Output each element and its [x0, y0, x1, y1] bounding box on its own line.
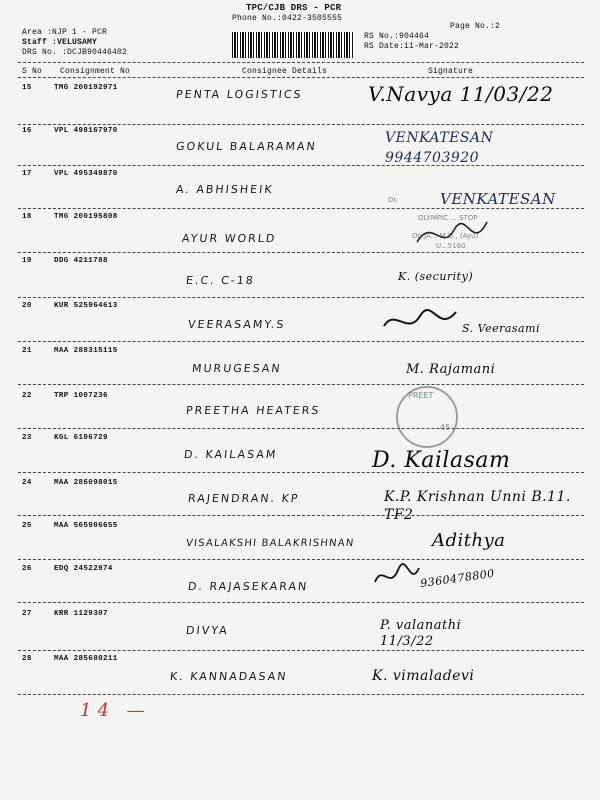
- row-divider: [18, 650, 584, 651]
- row-consignment: MAA 565906655: [54, 522, 118, 530]
- row-consignment: DDG 4211788: [54, 257, 108, 265]
- row-consignment: VPL 498167970: [54, 127, 118, 135]
- preetha-stamp-side: 45: [440, 423, 451, 432]
- row-divider: [18, 208, 584, 209]
- row-consignee: PENTA LOGISTICS: [175, 88, 304, 101]
- row-signature: M. Rajamani: [406, 362, 496, 377]
- row-signature: K. vimaladevi: [372, 668, 475, 684]
- row-signature: D. Kailasam: [372, 448, 511, 473]
- row-sno: 20: [22, 302, 32, 310]
- doctor-stamp-line2: OLYMPIC ... STOP: [418, 214, 478, 222]
- row-consignment: MAA 288315115: [54, 347, 118, 355]
- report-title: TPC/CJB DRS - PCR: [246, 3, 342, 13]
- phone-number: Phone No.:0422-3505555: [232, 14, 343, 23]
- row-divider: [18, 559, 584, 560]
- row-signature: V.Navya 11/03/22: [368, 82, 554, 106]
- row-consignment: VPL 495349870: [54, 170, 118, 178]
- row-signature: P. valanathi 11/3/22: [380, 618, 462, 649]
- signature-scribble: [380, 304, 460, 340]
- row-consignee: D. KAILASAM: [183, 448, 279, 461]
- row-consignment: TMG 200192971: [54, 84, 118, 92]
- staff-label: Staff :VELUSAMY: [22, 38, 98, 47]
- row-sno: 26: [22, 565, 32, 573]
- row-sno: 17: [22, 170, 32, 178]
- handwritten-page-mark: 14 —: [80, 700, 151, 721]
- row-consignee: K. KANNADASAN: [169, 670, 289, 683]
- rs-number: RS No.:904464: [364, 32, 430, 41]
- rs-date: RS Date:11-Mar-2022: [364, 42, 460, 51]
- row-divider: [18, 515, 584, 516]
- row-consignee: GOKUL BALARAMAN: [175, 140, 318, 153]
- row-consignment: KUR 525964613: [54, 302, 118, 310]
- row-signature: S. Veerasami: [462, 322, 541, 335]
- row-signature: Adithya: [432, 530, 506, 551]
- column-consignee: Consignee Details: [242, 67, 328, 76]
- row-consignee: VEERASAMY.S: [187, 318, 287, 331]
- area-label: Area :NJP 1 - PCR: [22, 28, 108, 37]
- row-sno: 19: [22, 257, 32, 265]
- row-sno: 18: [22, 213, 32, 221]
- doctor-stamp-line4: U...5160: [436, 242, 466, 250]
- row-divider: [18, 384, 584, 385]
- row-consignment: KGL 6106729: [54, 434, 108, 442]
- barcode: [232, 32, 354, 58]
- page-number: Page No.:2: [450, 22, 501, 31]
- column-sno: S No: [22, 67, 43, 76]
- row-sno: 16: [22, 127, 32, 135]
- row-consignee: VISALAKSHI BALAKRISHNAN: [185, 538, 356, 549]
- column-signature: Signature: [428, 67, 474, 76]
- row-signature: 9360478800: [419, 566, 496, 591]
- row-divider: [18, 124, 584, 125]
- row-divider: [18, 252, 584, 253]
- row-consignee: AYUR WORLD: [181, 232, 278, 245]
- row-sno: 22: [22, 392, 32, 400]
- row-divider: [18, 341, 584, 342]
- header-divider: [18, 62, 584, 63]
- row-consignee: MURUGESAN: [191, 362, 283, 375]
- drs-number: DRS No. :DCJB90446402: [22, 48, 128, 57]
- row-sno: 25: [22, 522, 32, 530]
- signature-scribble: [412, 212, 492, 256]
- row-divider: [18, 297, 584, 298]
- preetha-stamp-top: PREET: [408, 391, 434, 400]
- row-consignee: E.C. C-18: [185, 274, 256, 287]
- row-sno: 24: [22, 479, 32, 487]
- column-divider: [18, 77, 584, 78]
- row-sno: 15: [22, 84, 32, 92]
- doctor-stamp-line3: Dr. JA... M.D., (Ayu): [412, 232, 479, 240]
- row-signature: VENKATESAN: [440, 190, 556, 208]
- row-divider: [18, 602, 584, 603]
- row-consignment: TMG 200195808: [54, 213, 118, 221]
- row-sno: 27: [22, 610, 32, 618]
- row-divider: [18, 165, 584, 166]
- signature-scribble: [372, 562, 422, 592]
- row-sno: 23: [22, 434, 32, 442]
- row-divider: [18, 472, 584, 473]
- row-consignee: DIVYA: [185, 624, 230, 637]
- row-divider: [18, 428, 584, 429]
- row-consignee: RAJENDRAN. KP: [187, 492, 301, 505]
- row-consignment: MAA 286098015: [54, 479, 118, 487]
- row-signature: VENKATESAN 9944703920: [385, 130, 494, 166]
- row-sno: 21: [22, 347, 32, 355]
- row-consignment: MAA 285680211: [54, 655, 118, 663]
- row-consignee: A. ABHISHEIK: [175, 183, 275, 196]
- row-signature: K. (security): [398, 270, 474, 283]
- row-consignee: D. RAJASEKARAN: [187, 580, 309, 593]
- row-sno: 28: [22, 655, 32, 663]
- row-consignment: KRR 1129307: [54, 610, 108, 618]
- row-consignment: TRP 1007236: [54, 392, 108, 400]
- row-consignee: PREETHA HEATERS: [185, 404, 322, 417]
- doctor-stamp-line1: Dr.: [388, 196, 398, 204]
- column-consignment: Consignment No: [60, 67, 131, 76]
- row-divider: [18, 694, 584, 695]
- row-signature: K.P. Krishnan Unni B.11. TF2: [384, 489, 571, 523]
- row-consignment: EDQ 24522974: [54, 565, 113, 573]
